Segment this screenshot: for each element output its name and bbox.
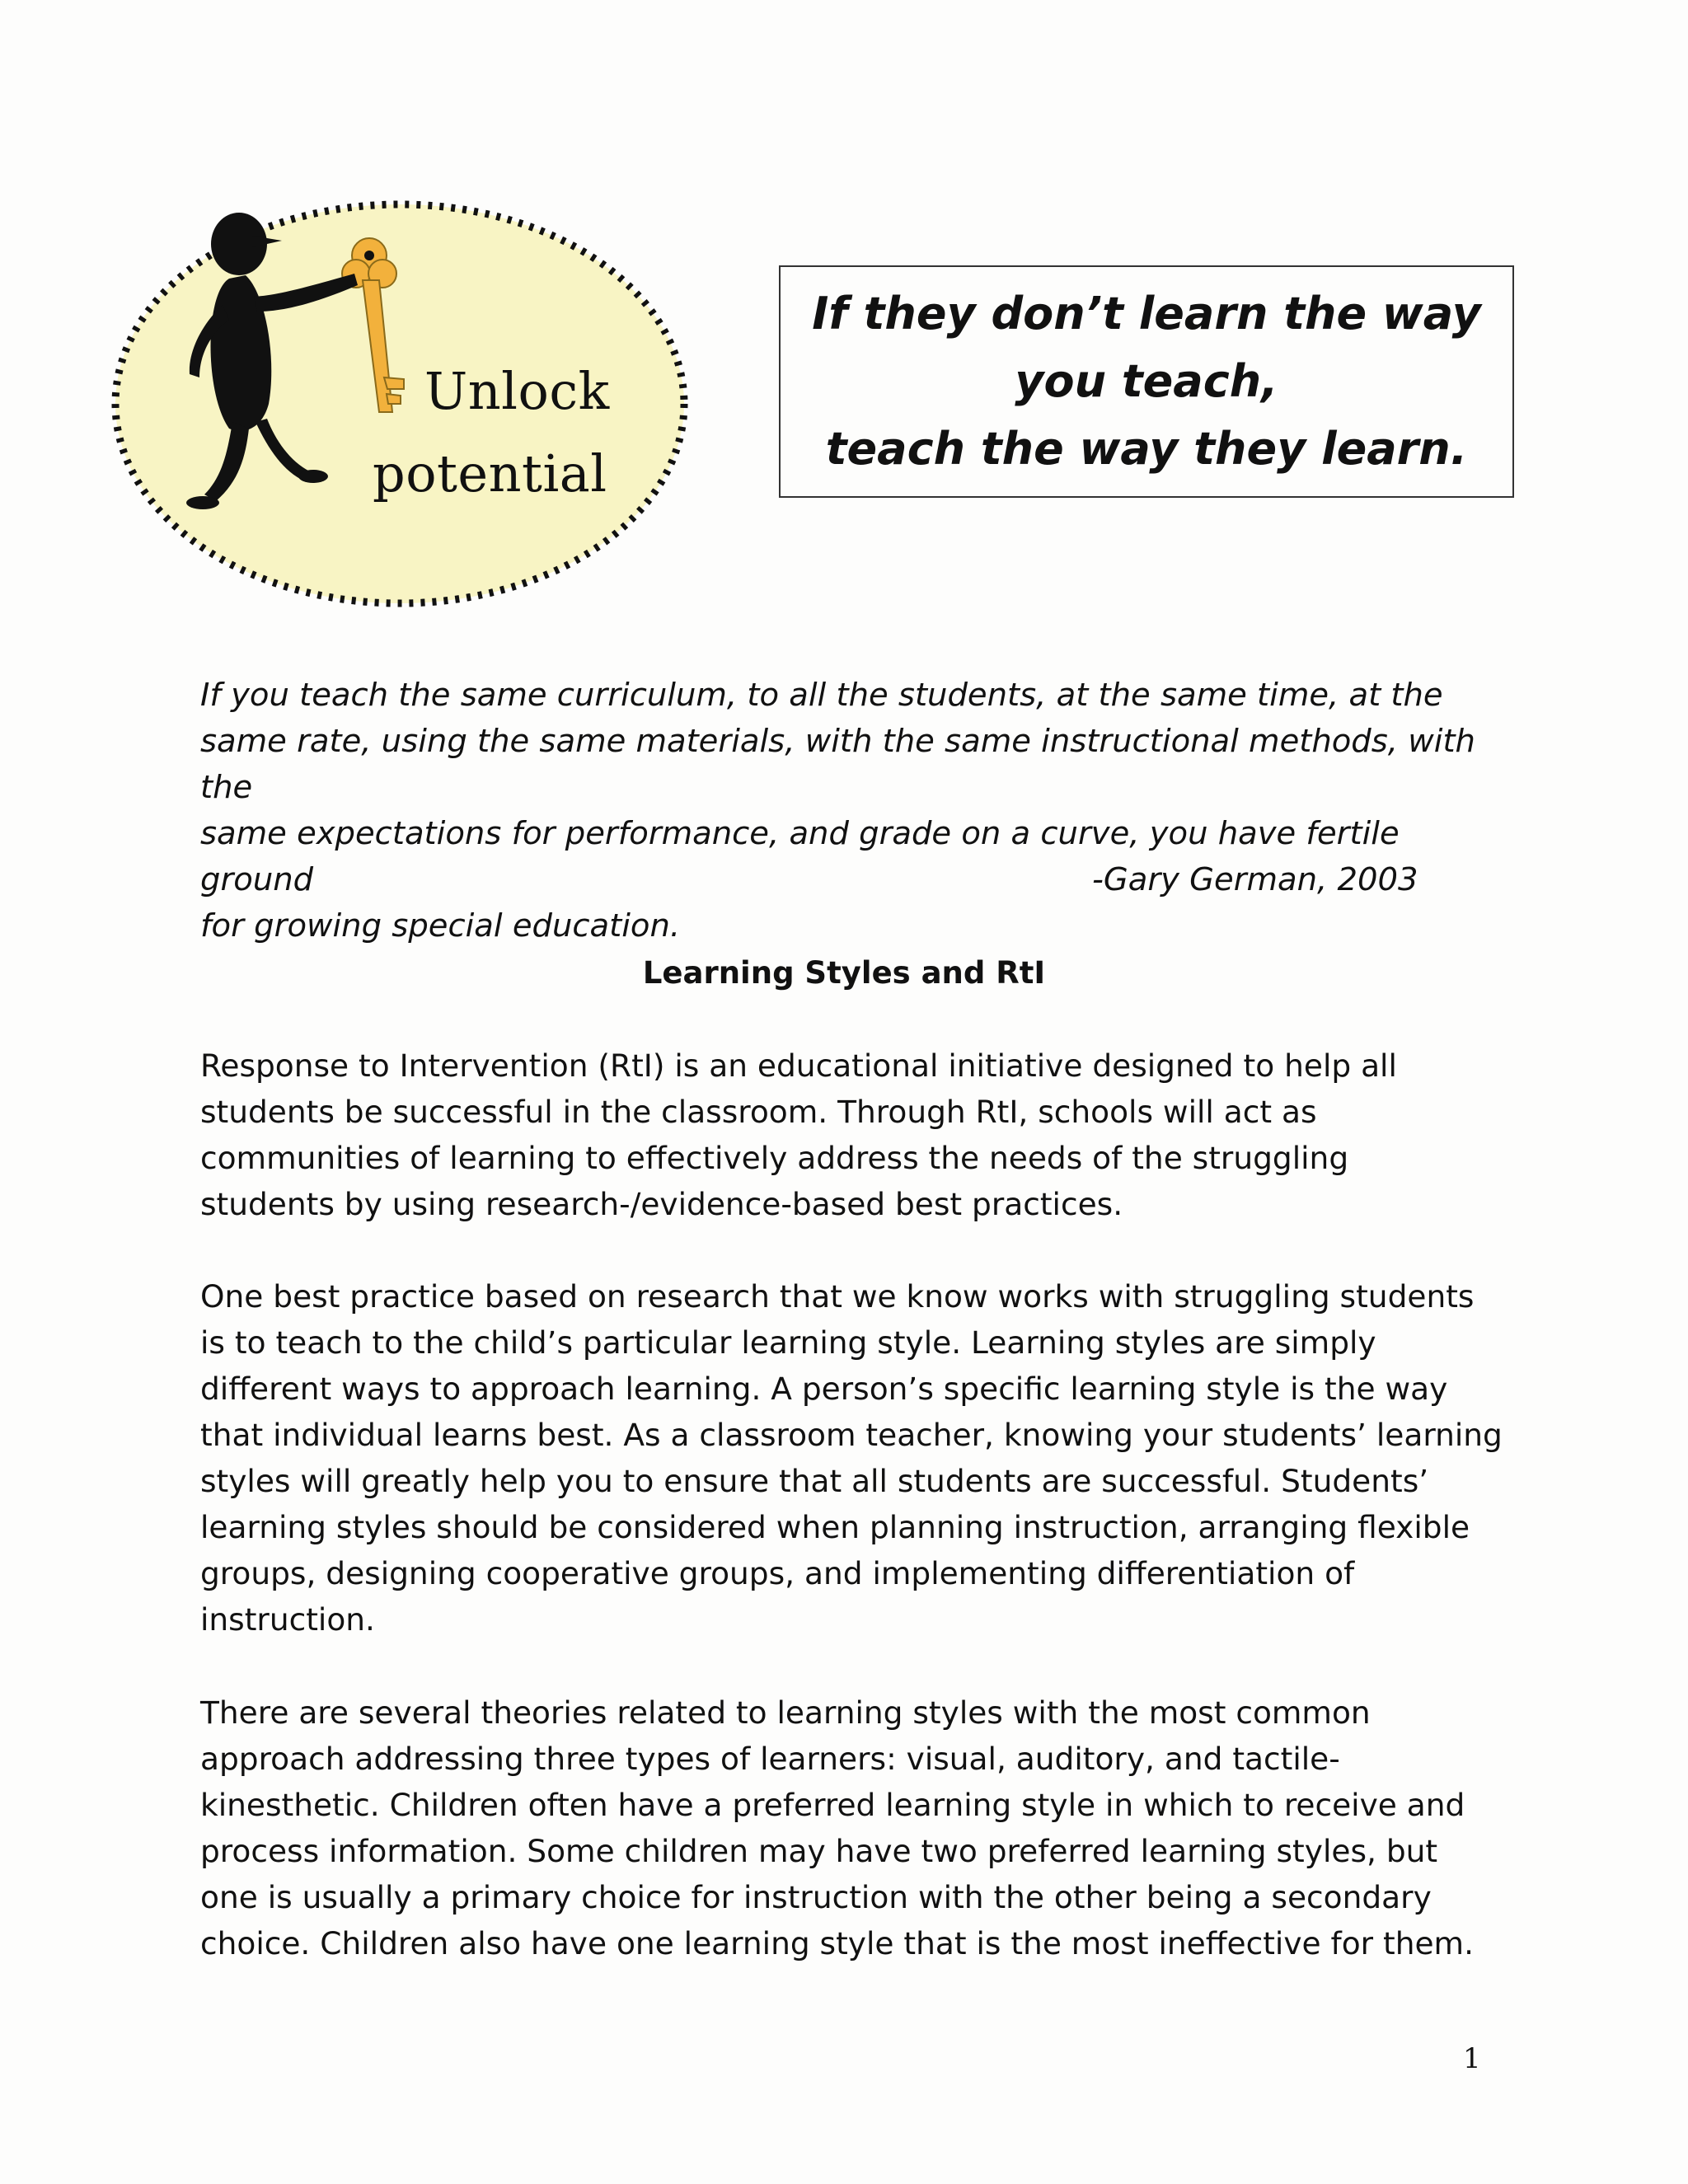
unlock-potential-logo — [107, 188, 709, 616]
logo-graphic — [107, 188, 709, 616]
paragraph-best-practice — [200, 1273, 1527, 1643]
logo-text-unlock: Unlock — [424, 361, 610, 421]
paragraph-line: One best practice based on research that we know works with struggling students — [200, 1278, 1475, 1315]
paragraph-line: styles will greatly help you to ensure that all students are successful. Students’ — [200, 1463, 1429, 1499]
paragraph-line: process information. Some children may have two preferred learning styles, but — [200, 1833, 1438, 1869]
paragraph-line: different ways to approach learning. A person’s specific learning style is the way — [200, 1371, 1448, 1407]
paragraph-rti — [200, 1043, 1527, 1227]
quote-line-2: you teach, — [1015, 355, 1278, 407]
epigraph — [200, 673, 1519, 949]
epigraph-attribution: -Gary German, 2003 — [1092, 861, 1418, 898]
paragraph-line: instruction. — [200, 1601, 375, 1638]
paragraph-line: groups, designing cooperative groups, and implementing differentiation of — [200, 1555, 1355, 1591]
paragraph-line: approach addressing three types of learners: visual, auditory, and tactile- — [200, 1741, 1340, 1777]
paragraph-line: one is usually a primary choice for instruction with the other being a secondary — [200, 1879, 1432, 1915]
section-heading: Learning Styles and RtI — [642, 955, 1046, 991]
logo-text-potential: potential — [373, 443, 607, 504]
epigraph-line: If you teach the same curriculum, to all the students, at the same time, at the — [200, 677, 1443, 714]
epigraph-line: for growing special education. — [200, 907, 681, 944]
quote-line-3: teach the way they learn. — [825, 423, 1468, 475]
paragraph-line: students by using research-/evidence-based best practices. — [200, 1186, 1123, 1222]
paragraph-line: that individual learns best. As a classroom teacher, knowing your students’ learning — [200, 1417, 1503, 1453]
paragraph-line: students be successful in the classroom. Through RtI, schools will act as — [200, 1094, 1317, 1130]
quote-box — [779, 265, 1514, 498]
paragraph-line: kinesthetic. Children often have a preferred learning style in which to receive and — [200, 1787, 1465, 1823]
paragraph-line: is to teach to the child’s particular learning style. Learning styles are simply — [200, 1324, 1376, 1361]
paragraph-line: communities of learning to effectively address the needs of the struggling — [200, 1140, 1349, 1176]
page-number: 1 — [1463, 2042, 1481, 2075]
paragraph-line: learning styles should be considered when planning instruction, arranging flexible — [200, 1509, 1470, 1545]
epigraph-line: same expectations for performance, and grade on a curve, you have fertile ground — [200, 815, 1400, 898]
epigraph-line: same rate, using the same materials, with the same instructional methods, with the — [200, 723, 1475, 806]
paragraph-line: There are several theories related to learning styles with the most common — [200, 1694, 1371, 1731]
paragraph-theories — [200, 1690, 1527, 1966]
quote-line-1: If they don’t learn the way — [812, 288, 1481, 340]
paragraph-line: choice. Children also have one learning style that is the most ineffective for them. — [200, 1925, 1475, 1961]
paragraph-line: Response to Intervention (RtI) is an educational initiative designed to help all — [200, 1047, 1397, 1084]
